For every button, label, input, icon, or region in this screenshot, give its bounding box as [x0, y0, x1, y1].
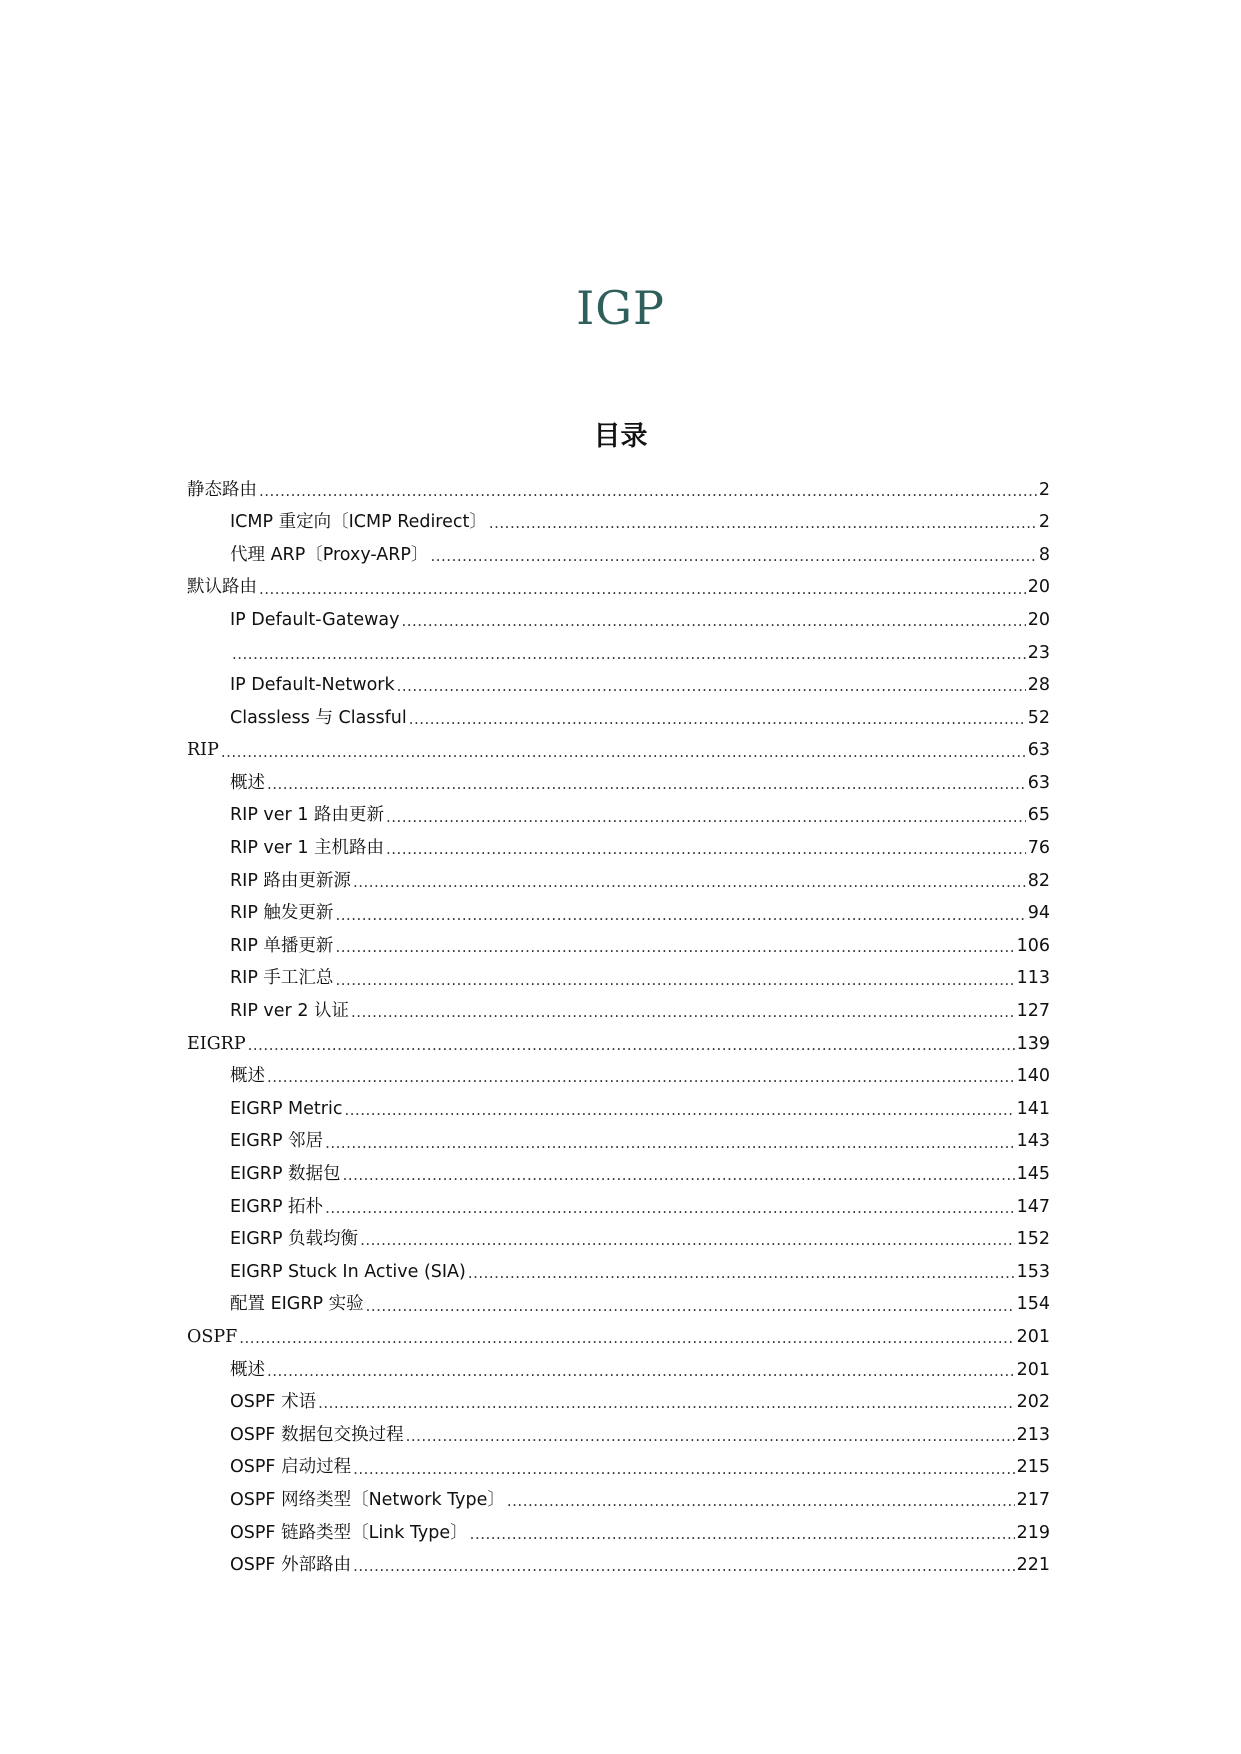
toc-dot-leader	[335, 940, 1014, 955]
toc-dot-leader	[366, 1299, 1015, 1314]
toc-entry-page-number: 20	[1027, 609, 1050, 630]
toc-entry-page-number: 52	[1027, 707, 1050, 728]
toc-dot-leader	[344, 1103, 1014, 1118]
toc-entry-page-number: 23	[1027, 642, 1050, 663]
toc-dot-leader	[267, 1364, 1015, 1379]
toc-entry-label: EIGRP	[187, 1033, 246, 1054]
document-title: IGP	[576, 280, 665, 335]
toc-dot-leader	[221, 745, 1026, 760]
toc-entry-page-number: 221	[1016, 1555, 1050, 1576]
toc-entry[interactable]	[187, 1354, 1050, 1387]
toc-entry-page-number: 65	[1027, 805, 1050, 826]
toc-entry[interactable]	[187, 670, 1050, 703]
toc-entry-page-number: 154	[1016, 1294, 1050, 1315]
toc-entry-label: RIP 触发更新	[230, 903, 334, 924]
toc-dot-leader	[406, 1429, 1015, 1444]
toc-entry[interactable]	[187, 800, 1050, 833]
toc-entry-label: OSPF 启动过程	[230, 1457, 352, 1478]
toc-entry[interactable]	[187, 1550, 1050, 1583]
toc-dot-leader	[259, 484, 1037, 499]
toc-entry-label: OSPF 数据包交换过程	[230, 1424, 404, 1445]
toc-entry-page-number: 2	[1038, 479, 1050, 500]
toc-entry[interactable]	[187, 702, 1050, 735]
toc-dot-leader	[360, 1233, 1015, 1248]
toc-entry[interactable]	[187, 963, 1050, 996]
toc-dot-leader	[470, 1527, 1015, 1542]
toc-entry-label: 概述	[230, 1066, 265, 1087]
toc-entry[interactable]	[187, 1256, 1050, 1289]
toc-entry-label: RIP ver 2 认证	[230, 1001, 350, 1022]
toc-entry-page-number: 217	[1016, 1489, 1050, 1510]
toc-entry-page-number: 141	[1016, 1098, 1050, 1119]
toc-entry[interactable]	[187, 1093, 1050, 1126]
toc-entry-page-number: 127	[1016, 1001, 1050, 1022]
toc-entry[interactable]	[187, 1191, 1050, 1224]
toc-entry-page-number: 219	[1016, 1522, 1050, 1543]
toc-entry-label: EIGRP 负载均衡	[230, 1229, 359, 1250]
toc-entry-label: EIGRP 数据包	[230, 1164, 341, 1185]
toc-entry[interactable]	[187, 1061, 1050, 1094]
toc-dot-leader	[409, 712, 1026, 727]
toc-entry-label: OSPF	[187, 1326, 238, 1347]
toc-entry-label: OSPF 链路类型〔Link Type〕	[230, 1522, 468, 1543]
toc-entry[interactable]	[187, 604, 1050, 637]
toc-entry[interactable]	[187, 833, 1050, 866]
toc-entry-label: EIGRP Stuck In Active (SIA)	[230, 1261, 466, 1282]
toc-entry-page-number: 215	[1016, 1457, 1050, 1478]
toc-entry[interactable]	[187, 1517, 1050, 1550]
toc-entry-label: RIP 路由更新源	[230, 870, 351, 891]
toc-entry-page-number: 213	[1016, 1424, 1050, 1445]
toc-entry-page-number: 94	[1027, 903, 1050, 924]
toc-entry-page-number: 63	[1027, 772, 1050, 793]
toc-entry-label: EIGRP Metric	[230, 1098, 343, 1119]
toc-entry[interactable]	[187, 996, 1050, 1029]
toc-dot-leader	[239, 1331, 1014, 1346]
toc-entry[interactable]	[187, 507, 1050, 540]
toc-entry-page-number: 152	[1016, 1229, 1050, 1250]
toc-entry-page-number: 147	[1016, 1196, 1050, 1217]
toc-dot-leader	[343, 1168, 1015, 1183]
toc-heading: 目录	[593, 421, 648, 452]
toc-entry-page-number: 82	[1027, 870, 1050, 891]
toc-entry-page-number: 139	[1016, 1033, 1050, 1054]
toc-entry-label: 配置 EIGRP 实验	[230, 1294, 364, 1315]
table-of-contents	[187, 474, 1050, 1582]
toc-entry-page-number: 20	[1027, 577, 1050, 598]
toc-dot-leader	[232, 647, 1026, 662]
toc-dot-leader	[353, 1559, 1015, 1574]
toc-entry[interactable]	[187, 1289, 1050, 1322]
toc-entry-label: OSPF 外部路由	[230, 1555, 352, 1576]
toc-entry[interactable]	[187, 1419, 1050, 1452]
toc-entry-page-number: 145	[1016, 1164, 1050, 1185]
toc-entry-label: RIP 手工汇总	[230, 968, 334, 989]
toc-entry[interactable]	[187, 474, 1050, 507]
toc-entry-label: 代理 ARP〔Proxy-ARP〕	[230, 544, 429, 565]
toc-entry[interactable]	[187, 1224, 1050, 1257]
toc-entry-page-number: 28	[1027, 675, 1050, 696]
toc-entry-label: ICMP 重定向〔ICMP Redirect〕	[230, 512, 487, 533]
toc-entry-page-number: 8	[1038, 544, 1050, 565]
toc-entry-page-number: 201	[1016, 1359, 1050, 1380]
toc-dot-leader	[468, 1266, 1015, 1281]
toc-entry-label: 默认路由	[187, 577, 257, 598]
toc-entry[interactable]	[187, 865, 1050, 898]
toc-entry-label: Classless 与 Classful	[230, 707, 407, 728]
toc-entry[interactable]	[187, 1484, 1050, 1517]
toc-dot-leader	[248, 1038, 1015, 1053]
toc-entry-page-number: 2	[1038, 512, 1050, 533]
toc-dot-leader	[353, 875, 1026, 890]
toc-entry[interactable]	[187, 572, 1050, 605]
toc-entry-label: EIGRP 拓朴	[230, 1196, 324, 1217]
toc-entry-label: 静态路由	[187, 479, 257, 500]
toc-entry[interactable]	[187, 1158, 1050, 1191]
toc-dot-leader	[401, 614, 1025, 629]
toc-entry[interactable]	[187, 1452, 1050, 1485]
toc-entry-label: 概述	[230, 772, 265, 793]
toc-dot-leader	[267, 1070, 1015, 1085]
toc-dot-leader	[267, 777, 1026, 792]
toc-entry-page-number: 113	[1016, 968, 1050, 989]
toc-dot-leader	[386, 810, 1026, 825]
toc-dot-leader	[353, 1462, 1015, 1477]
toc-entry-page-number: 63	[1027, 740, 1050, 761]
toc-entry[interactable]	[187, 1387, 1050, 1420]
toc-entry[interactable]	[187, 735, 1050, 768]
toc-entry-page-number: 106	[1016, 935, 1050, 956]
toc-entry-label: IP Default-Gateway	[230, 609, 400, 630]
toc-entry-page-number: 143	[1016, 1131, 1050, 1152]
toc-entry[interactable]	[187, 898, 1050, 931]
toc-entry-label: RIP 单播更新	[230, 935, 334, 956]
toc-entry[interactable]	[187, 1321, 1050, 1354]
toc-dot-leader	[335, 973, 1014, 988]
toc-entry-page-number: 76	[1027, 838, 1050, 859]
toc-entry-page-number: 140	[1016, 1066, 1050, 1087]
toc-entry-label: OSPF 术语	[230, 1392, 317, 1413]
toc-dot-leader	[489, 516, 1037, 531]
toc-entry[interactable]	[187, 767, 1050, 800]
toc-entry[interactable]	[187, 1126, 1050, 1159]
toc-dot-leader	[325, 1136, 1015, 1151]
toc-dot-leader	[325, 1201, 1015, 1216]
toc-dot-leader	[335, 908, 1025, 923]
toc-entry-label: 概述	[230, 1359, 265, 1380]
toc-entry-label: IP Default-Network	[230, 675, 395, 696]
toc-entry-label: RIP ver 1 路由更新	[230, 805, 385, 826]
toc-entry[interactable]	[187, 539, 1050, 572]
toc-dot-leader	[351, 1005, 1015, 1020]
toc-entry[interactable]	[187, 930, 1050, 963]
toc-entry-label: RIP	[187, 740, 219, 761]
toc-entry[interactable]	[187, 1028, 1050, 1061]
toc-dot-leader	[318, 1396, 1015, 1411]
toc-entry-label: EIGRP 邻居	[230, 1131, 324, 1152]
toc-entry-page-number: 202	[1016, 1392, 1050, 1413]
toc-entry-page-number: 201	[1016, 1326, 1050, 1347]
toc-dot-leader	[259, 582, 1026, 597]
toc-entry-label: OSPF 网络类型〔Network Type〕	[230, 1489, 505, 1510]
toc-dot-leader	[397, 679, 1026, 694]
toc-dot-leader	[386, 842, 1026, 857]
toc-entry-page-number: 153	[1016, 1261, 1050, 1282]
toc-dot-leader	[507, 1494, 1015, 1509]
toc-entry[interactable]	[187, 637, 1050, 670]
toc-entry-label: RIP ver 1 主机路由	[230, 838, 385, 859]
toc-dot-leader	[431, 549, 1037, 564]
